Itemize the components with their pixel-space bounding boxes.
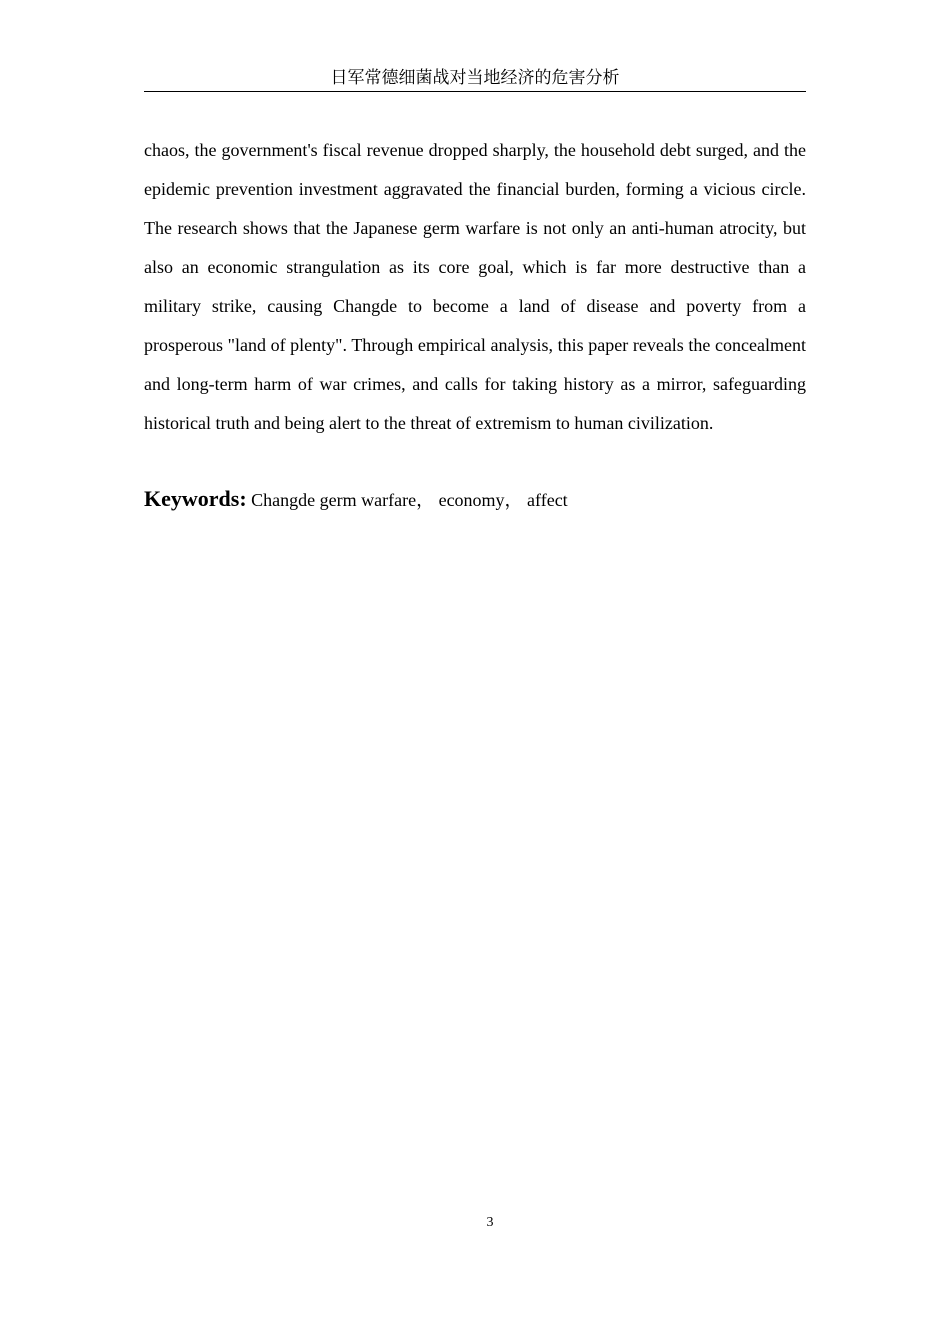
header-rule: [144, 91, 806, 92]
keywords-line: [144, 484, 806, 515]
running-header: 日军常德细菌战对当地经济的危害分析: [330, 68, 620, 88]
page-number: 3: [486, 1215, 494, 1230]
keywords-value: Changde germ warfare， economy， affect: [251, 490, 568, 510]
keywords-label: Keywords:: [144, 486, 247, 511]
abstract-paragraph: chaos, the government's fiscal revenue dropped sharply, the household debt surged, and the epidemic prevention investment aggravated the financial burden, forming a vicious circle. The research shows that the Japanese germ warfare is not only an anti-human atrocity, but also an economic strangulation as its core goal, which is far more destructive than a military strike, causing Changde to become a land of disease and poverty from a prosperous "land of plenty". Through empirical analysis, this paper reveals the concealment and long-term harm of war crimes, and calls for taking history as a mirror, safeguarding historical truth and being alert to the threat of extremism to human civilization.: [144, 140, 806, 433]
